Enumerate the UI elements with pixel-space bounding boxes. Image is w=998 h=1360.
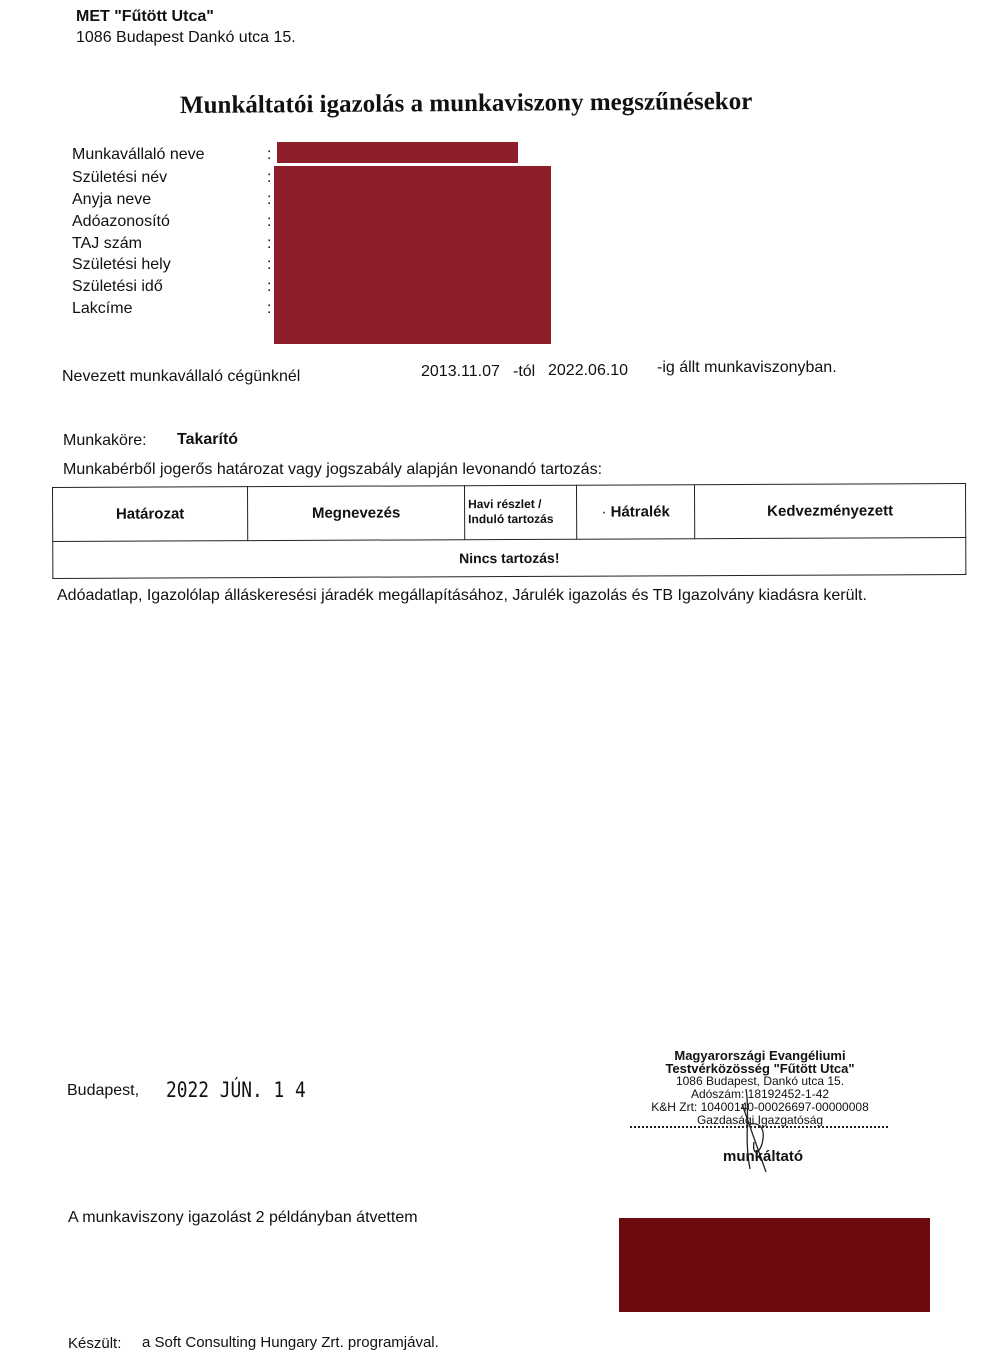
field-colon: : (267, 169, 272, 186)
column-header-beneficiary: Kedvezményezett (694, 484, 965, 539)
documents-issued-note: Adóadatlap, Igazolólap álláskeresési járadék megállapításához, Járulék igazolás és TB Igazolvány kiadásra került. (57, 587, 867, 604)
org-name: MET "Fűtött Utca" (76, 8, 214, 25)
field-label-tax-id: Adóazonosító (72, 213, 170, 230)
org-address: 1086 Budapest Dankó utca 15. (76, 29, 296, 46)
received-note: A munkaviszony igazolást 2 példányban átvettem (68, 1209, 418, 1226)
stamp-line: K&H Zrt: 10400140-00026697-00000008 (651, 1100, 869, 1114)
job-value: Takarító (177, 431, 239, 448)
employment-intro: Nevezett munkavállaló cégünknél (62, 368, 301, 385)
employment-from-suffix: -tól (513, 363, 536, 380)
column-header-monthly-installment (464, 485, 576, 539)
redaction-employee-name (277, 142, 518, 163)
date-stamp: 2022 JÚN. 1 4 (166, 1078, 306, 1102)
field-label-birth-name: Születési név (72, 169, 168, 186)
field-colon: : (267, 278, 272, 295)
field-label-employee-name: Munkavállaló neve (72, 146, 205, 163)
field-label-taj-number: TAJ szám (72, 235, 142, 252)
no-debt-cell: Nincs tartozás! (53, 537, 966, 578)
column-header-monthly-line2: Induló tartozás (468, 512, 554, 527)
page-title: Munkáltatói igazolás a munkaviszony megszűnésekor (179, 88, 753, 119)
field-label-address: Lakcíme (72, 300, 133, 317)
field-colon: : (267, 300, 272, 317)
employment-to-suffix: -ig állt munkaviszonyban. (657, 359, 837, 376)
stamp-line: Magyarországi Evangéliumi (674, 1048, 846, 1063)
signature-line (630, 1126, 888, 1128)
debt-table (52, 483, 966, 579)
stamp-line: 1086 Budapest, Dankó utca 15. (675, 1074, 845, 1088)
field-colon: : (267, 146, 272, 163)
stamp-line: Testvérközösség "Fűtött Utca" (665, 1061, 855, 1076)
employment-end-date: 2022.06.10 (548, 362, 629, 379)
field-label-birth-date: Születési idő (72, 278, 163, 295)
field-colon: : (267, 213, 272, 230)
debt-heading: Munkabérből jogerős határozat vagy jogszabály alapján levonandó tartozás: (63, 461, 603, 478)
employer-label: munkáltató (723, 1148, 804, 1165)
field-colon: : (267, 235, 272, 252)
redaction-employee-signature (619, 1218, 930, 1312)
column-header-decision: Határozat (53, 487, 248, 541)
made-by-label: Készült: (68, 1335, 122, 1352)
field-label-birth-place: Születési hely (72, 256, 171, 273)
field-colon: : (267, 256, 272, 273)
column-header-arrears (576, 485, 694, 539)
made-by-value: a Soft Consulting Hungary Zrt. programjával. (142, 1334, 439, 1351)
column-header-monthly-line1: Havi részlet / (468, 497, 542, 512)
stamp-line: Gazdasági Igazgatóság (696, 1113, 824, 1127)
job-label: Munkaköre: (63, 432, 147, 449)
redaction-personal-data (274, 166, 551, 344)
column-header-arrears-label: Hátralék (610, 503, 670, 521)
arrears-mark: · (601, 503, 607, 521)
field-colon: : (267, 191, 272, 208)
column-header-description: Megnevezés (248, 486, 465, 541)
debt-table-header-row (53, 484, 966, 542)
stamp-line: Adószám: 18192452-1-42 (690, 1087, 830, 1101)
place-label: Budapest, (67, 1082, 140, 1099)
employment-start-date: 2013.11.07 (421, 363, 500, 380)
table-row (53, 537, 966, 578)
field-label-mother-name: Anyja neve (72, 191, 152, 208)
